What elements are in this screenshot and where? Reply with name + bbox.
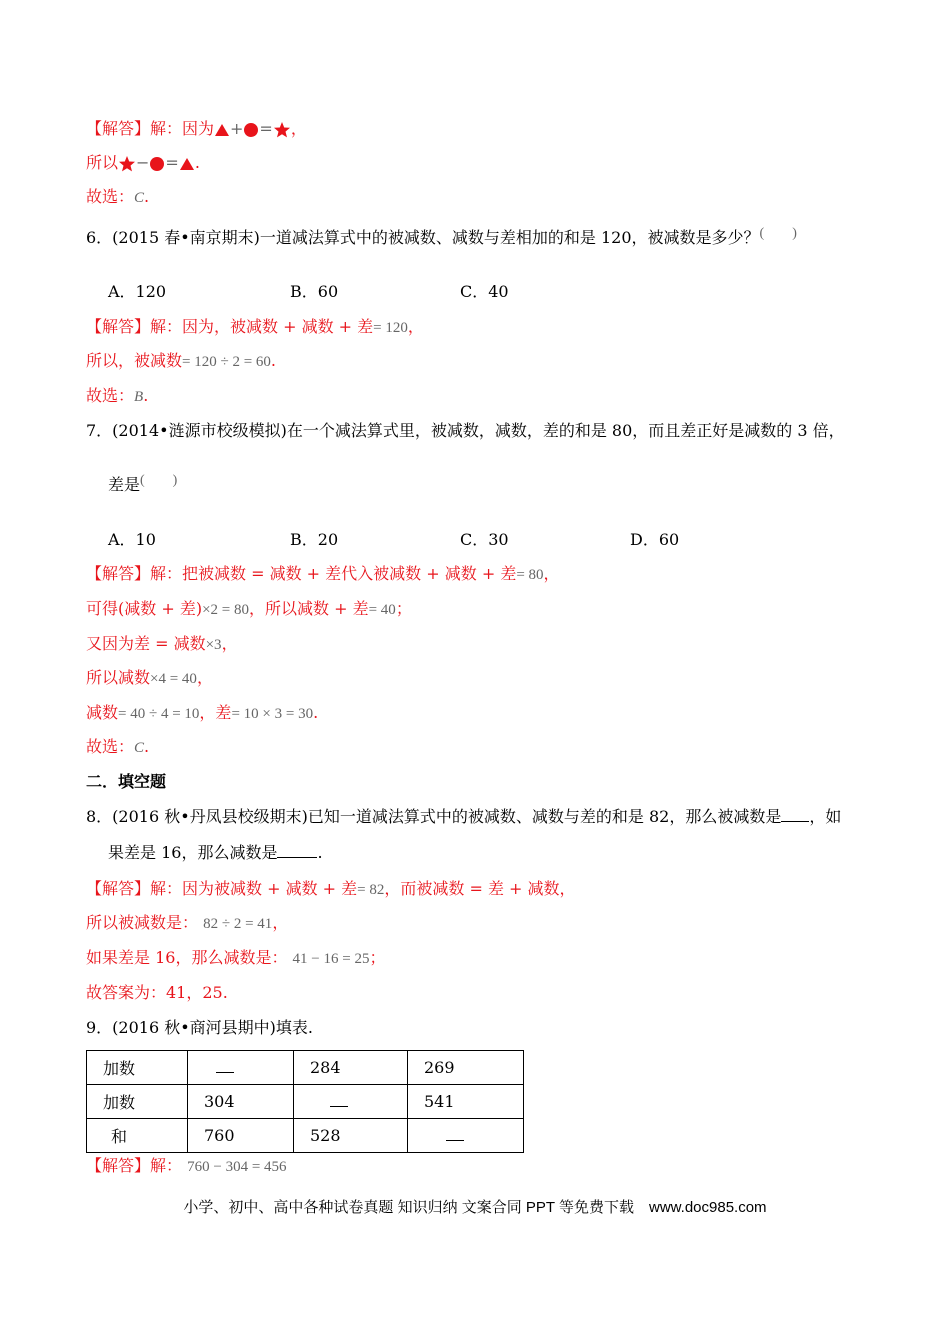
circle-icon [243,122,259,138]
table-cell: 528 [294,1119,408,1153]
triangle-icon [179,157,195,171]
q8-answer-line-1: 【解答】解：因为被减数 + 减数 + 差= 82，而被减数 = 差 + 减数， [86,879,576,898]
q7-option-a: A．10 [108,530,156,549]
q8-answer-line-3: 如果差是 16，那么减数是： 41 − 16 = 25； [86,948,386,967]
q8-blank-2[interactable] [277,843,317,858]
q8-answer-line-4: 故答案为：41，25. [86,983,228,1002]
q6-option-c: C．40 [460,282,509,301]
table-blank[interactable] [330,1096,348,1107]
table-cell: 760 [188,1119,294,1153]
q8-answer-line-2: 所以被减数是： 82 ÷ 2 = 41， [86,913,289,932]
q6-option-a: A．120 [108,282,167,301]
q7-option-c: C．30 [460,530,509,549]
triangle-icon [214,123,230,137]
q6-choose: 故选：B. [86,386,149,405]
prev-answer-line-1: 【解答】解：因为 + = ， [86,119,307,138]
q6-answer-line-1: 【解答】解：因为，被减数 + 减数 + 差= 120， [86,317,424,336]
table-row [87,1085,524,1119]
star-icon [273,121,291,138]
table-row [87,1119,524,1153]
table-blank[interactable] [446,1130,464,1141]
q7-answer-line-3: 又因为差 = 减数×3， [86,634,238,653]
q8-blank-1[interactable] [781,807,809,822]
q8-stem-2: 果差是 16，那么减数是 . [108,843,323,862]
section-heading: 二．填空题 [86,772,167,791]
q7-stem-2: 差是( ) [108,473,178,494]
table-cell-blank[interactable] [408,1119,524,1153]
q6-answer-line-2: 所以，被减数= 120 ÷ 2 = 60. [86,351,277,370]
q6-stem: 6．(2015 春•南京期末)一道减法算式中的被减数、减数与差相加的和是 120，被减数是多少？( ) [86,226,797,247]
table-cell-blank[interactable] [294,1085,408,1119]
q7-option-d: D．60 [630,530,680,549]
table-cell: 304 [188,1085,294,1119]
q9-stem: 9．(2016 秋•商河县期中)填表. [86,1018,313,1037]
table-cell: 269 [408,1051,524,1085]
q9-table [86,1050,524,1153]
circle-icon [149,156,165,172]
table-cell: 加数 [87,1085,188,1119]
table-blank[interactable] [216,1062,234,1073]
footer: 小学、初中、高中各种试卷真题 知识归纳 文案合同 PPT 等免费下载 www.doc985.com [183,1199,767,1216]
table-cell: 541 [408,1085,524,1119]
q7-answer-line-4: 所以减数×4 = 40， [86,668,213,687]
q7-answer-line-1: 【解答】解：把被减数 = 减数 + 差代入被减数 + 减数 + 差= 80， [86,564,560,583]
q7-answer-line-2: 可得(减数 + 差)×2 = 80，所以减数 + 差= 40； [86,599,412,618]
table-cell: 284 [294,1051,408,1085]
q7-stem: 7．(2014•涟源市校级模拟)在一个减法算式里，被减数，减数，差的和是 80，而且差正好是减数的 3 倍， [86,421,845,440]
table-cell: 和 [87,1119,188,1153]
q6-option-b: B．60 [290,282,339,301]
prev-answer-line-2: 所以 − = . [86,153,200,172]
table-cell-blank[interactable] [188,1051,294,1085]
q9-answer-line-1: 【解答】解： 760 − 304 = 456 [86,1156,287,1175]
table-cell: 加数 [87,1051,188,1085]
table-row [87,1051,524,1085]
star-icon [118,155,136,172]
q8-stem: 8．(2016 秋•丹凤县校级期末)已知一道减法算式中的被减数、减数与差的和是 82，那么被减数是 ，如 [86,807,842,826]
prev-choose: 故选：C. [86,187,150,206]
q7-answer-line-5: 减数= 40 ÷ 4 = 10，差= 10 × 3 = 30. [86,703,319,722]
q7-choose: 故选：C. [86,737,150,756]
q7-option-b: B．20 [290,530,339,549]
